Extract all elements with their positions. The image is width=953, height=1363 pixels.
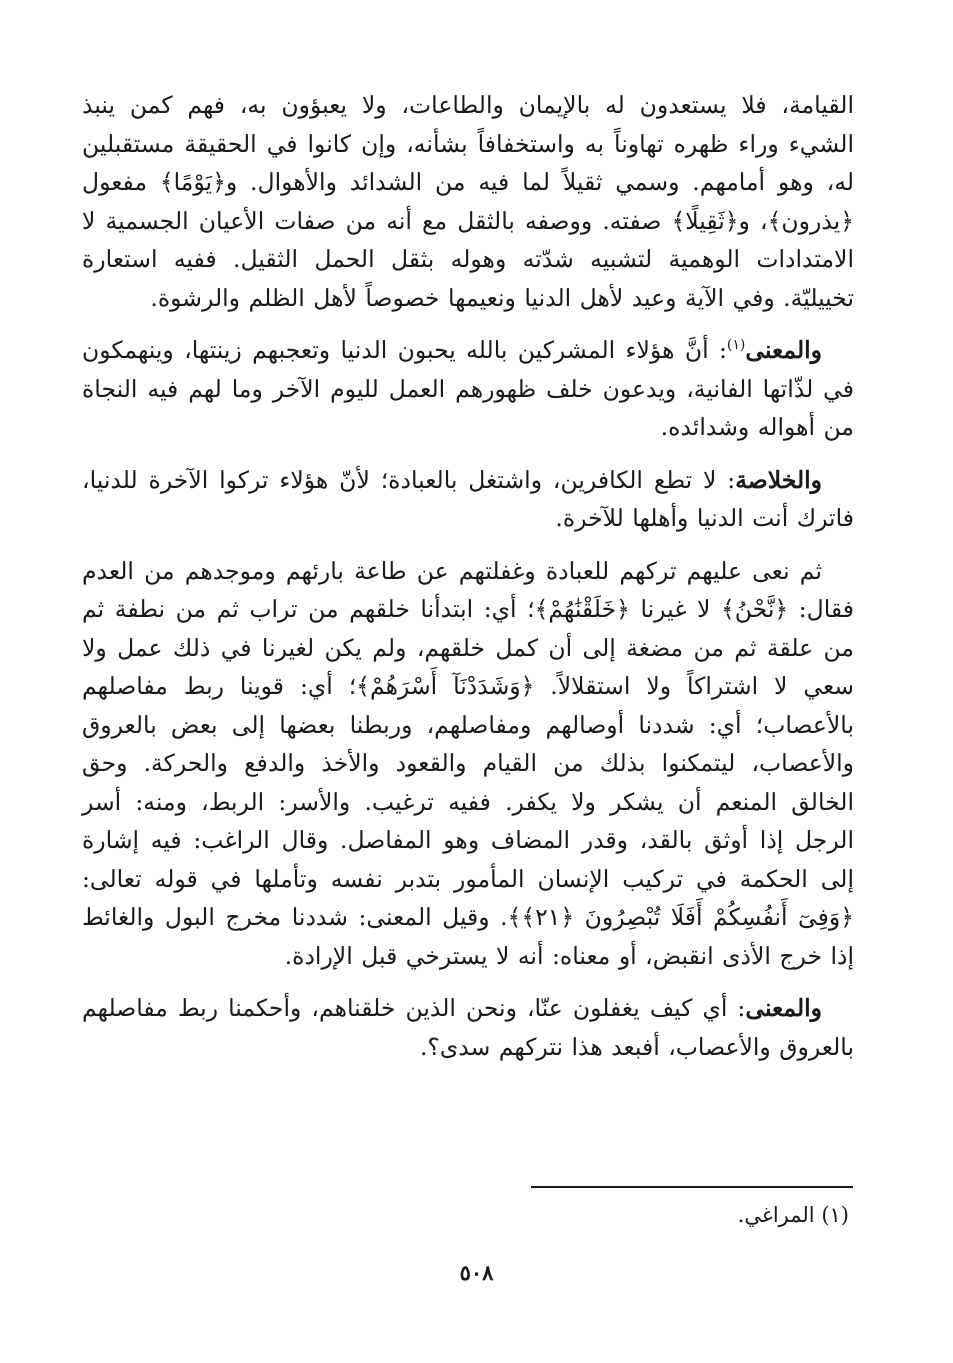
page-body <box>82 86 854 1066</box>
term-summary: والخلاصة <box>735 465 822 494</box>
footnote-reference: (١) <box>726 337 746 354</box>
paragraph-3 <box>82 461 854 538</box>
paragraph-4: ثم نعى عليهم تركهم للعبادة وغفلتهم عن طاعة بارئهم وموجدهم من العدم فقال: ﴿نَّحْنُ﴾ لا غيرنا ﴿خَلَقْنَٰهُمْ﴾؛ أي: ابتدأنا خلقهم من تراب ثم من نطفة ثم من علقة ثم من مضغة إلى أن كمل خلقهم، ولم يكن لغيرنا في ذلك عمل ولا سعي لا اشتراكاً ولا استقلالاً. ﴿وَشَدَدْنَآ أَسْرَهُمْ﴾؛ أي: قوينا ربط مفاصلهم بالأعصاب؛ أي: شددنا أوصالهم ومفاصلهم، وربطنا بعضها إلى بعض بالعروق والأعصاب، ليتمكنوا بذلك من القيام والقعود والأخذ والدفع والحركة. وحق الخالق المنعم أن يشكر ولا يكفر. ففيه ترغيب. والأسر: الربط، ومنه: أسر الرجل إذا أوثق بالقد، وقدر المضاف وهو المفاصل. وقال الراغب: فيه إشارة إلى الحكمة في تركيب الإنسان المأمور بتدبر نفسه وتأملها في قوله تعالى: ﴿وَفِىٓ أَنفُسِكُمْ أَفَلَا تُبْصِرُونَ ﴿٢١﴾﴾. وقيل المعنى: شددنا مخرج البول والغائط إذا خرج الأذى انقبض، أو معناه: أنه لا يسترخي قبل الإرادة. <box>82 556 854 970</box>
term-meaning: والمعنى <box>745 336 822 364</box>
paragraph-5-body: : أي كيف يغفلون عنّا، ونحن الذين خلقناهم، وأحكمنا ربط مفاصلهم بالعروق والأعصاب، أفبعد هذا نتركهم سدى؟. <box>82 994 854 1061</box>
paragraph-3-body: : لا تطع الكافرين، واشتغل بالعبادة؛ لأنّ هؤلاء تركوا الآخرة للدنيا، فاترك أنت الدنيا وأهلها للآخرة. <box>82 465 854 532</box>
paragraph-2 <box>82 331 854 447</box>
page-number: ٥٠٨ <box>459 1260 494 1285</box>
footnote: (١) المراغي. <box>737 1203 849 1227</box>
paragraph-5 <box>82 989 854 1066</box>
paragraph-2-body: : أنَّ هؤلاء المشركين بالله يحبون الدنيا وتعجبهم زينتها، وينهمكون في لذّاتها الفانية، ويدعون خلف ظهورهم العمل لليوم الآخر وما لهم فيه النجاة من أهواله وشدائده. <box>82 336 854 441</box>
paragraph-1: القيامة، فلا يستعدون له بالإيمان والطاعات، ولا يعبؤون به، فهم كمن ينبذ الشيء وراء ظهره تهاوناً به واستخفافاً بشأنه، وإن كانوا في الحقيقة مستقبلين له، وهو أمامهم. وسمي ثقيلاً لما فيه من الشدائد والأهوال. و﴿يَوْمًا﴾ مفعول ﴿يذرون﴾، و﴿ثَقِيلًا﴾ صفته. ووصفه بالثقل مع أنه من صفات الأعيان الجسمية لا الامتدادات الوهمية لتشبيه شدّته وهوله بثقل الحمل الثقيل. ففيه استعارة تخييليّة. وفي الآية وعيد لأهل الدنيا ونعيمها خصوصاً لأهل الظلم والرشوة. <box>82 91 854 312</box>
term-meaning-2: والمعنى <box>745 994 822 1022</box>
footnote-divider <box>531 1186 853 1188</box>
